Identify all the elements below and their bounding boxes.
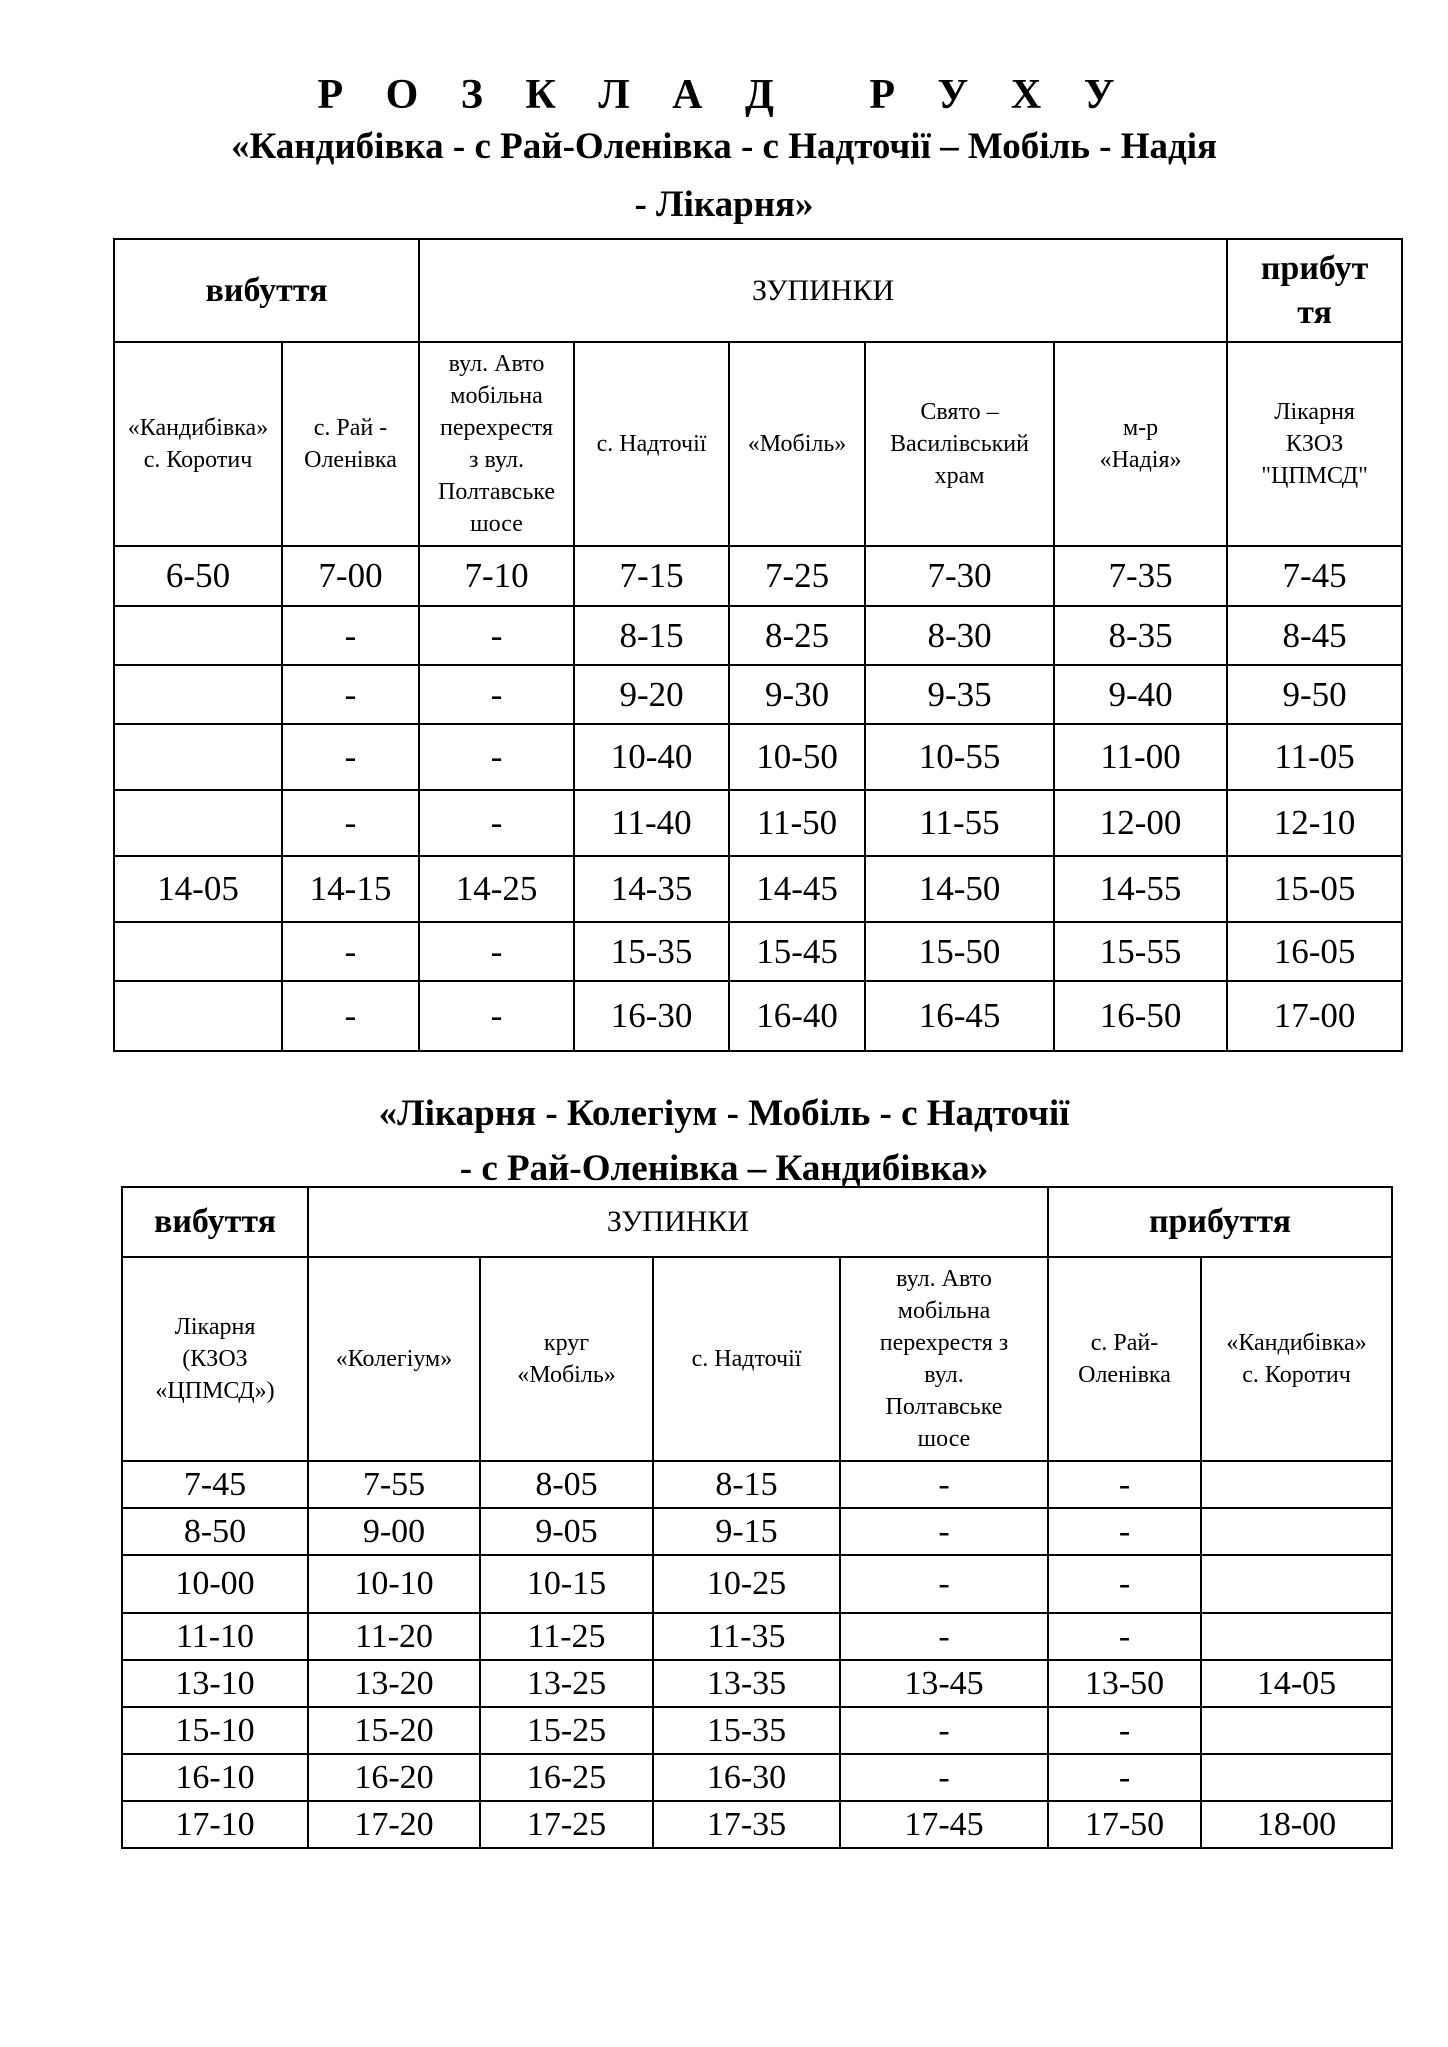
stop-header <box>114 342 282 546</box>
stop-name-line: круг <box>543 1330 590 1356</box>
stop-name-line: з вул. <box>469 447 524 473</box>
stop-name-line: «Колегіум» <box>335 1346 453 1372</box>
time-cell: - <box>419 606 574 665</box>
time-cell: 8-35 <box>1054 606 1227 665</box>
time-cell: 11-50 <box>729 790 865 856</box>
table-row <box>122 1801 1392 1848</box>
time-cell: 10-00 <box>122 1555 308 1613</box>
time-cell: 14-15 <box>282 856 419 922</box>
route2-title-line2: - с Рай-Оленівка – Кандибівка» <box>459 1148 989 1189</box>
stop-header <box>419 342 574 546</box>
route1-schedule-table <box>113 238 1403 1052</box>
stop-name-line: Полтавське <box>438 479 555 505</box>
time-cell: 12-10 <box>1227 790 1402 856</box>
time-cell: 15-20 <box>308 1707 480 1754</box>
time-cell: 11-05 <box>1227 724 1402 790</box>
time-cell: 9-20 <box>574 665 729 724</box>
time-cell: 17-50 <box>1048 1801 1201 1848</box>
time-cell: 14-35 <box>574 856 729 922</box>
table-row <box>122 1508 1392 1555</box>
stop-name-line: Полтавське <box>885 1394 1003 1420</box>
stop-header <box>653 1257 840 1461</box>
stop-name-line: Василівський <box>890 431 1029 457</box>
time-cell: 13-45 <box>840 1660 1048 1707</box>
table-row <box>122 1754 1392 1801</box>
stop-name-line: перехрестя <box>440 415 553 441</box>
stop-name-line: «Мобіль» <box>517 1362 616 1388</box>
time-cell: 9-15 <box>653 1508 840 1555</box>
time-cell: 15-25 <box>480 1707 653 1754</box>
header-row <box>122 1187 1392 1257</box>
stop-name-line: м-р <box>1122 415 1159 441</box>
arrival-header-line: прибут <box>1260 249 1369 287</box>
time-cell: 13-10 <box>122 1660 308 1707</box>
stop-header <box>282 342 419 546</box>
route2-schedule-table <box>121 1186 1393 1849</box>
stop-name-line: шосе <box>917 1426 971 1452</box>
time-cell: - <box>1048 1613 1201 1660</box>
route1-title-line2: - Лікарня» <box>634 184 814 225</box>
stop-name-line: мобільна <box>897 1298 991 1324</box>
arrival-header: прибуття <box>1048 1187 1392 1257</box>
stop-header <box>1227 342 1402 546</box>
time-cell: - <box>840 1613 1048 1660</box>
stop-header <box>1201 1257 1392 1461</box>
stop-name-line: Оленівка <box>304 447 397 473</box>
time-cell: 14-05 <box>1201 1660 1392 1707</box>
time-cell: 9-00 <box>308 1508 480 1555</box>
table-row <box>114 724 1402 790</box>
stop-header <box>122 1257 308 1461</box>
stop-header <box>1048 1257 1201 1461</box>
time-cell: 16-50 <box>1054 981 1227 1051</box>
time-cell: 13-25 <box>480 1660 653 1707</box>
time-cell <box>114 922 282 981</box>
time-cell: 16-30 <box>574 981 729 1051</box>
time-cell: 7-00 <box>282 546 419 606</box>
time-cell: 11-25 <box>480 1613 653 1660</box>
time-cell: 14-45 <box>729 856 865 922</box>
time-cell: 15-35 <box>653 1707 840 1754</box>
time-cell: - <box>840 1555 1048 1613</box>
time-cell <box>1201 1754 1392 1801</box>
arrival-header <box>1227 239 1402 342</box>
time-cell <box>1201 1555 1392 1613</box>
time-cell: 9-40 <box>1054 665 1227 724</box>
stop-name-line: «Надія» <box>1099 447 1182 473</box>
page-title: Р О З К Л А Д Р У Х У <box>317 72 1131 118</box>
time-cell <box>1201 1707 1392 1754</box>
time-cell: 18-00 <box>1201 1801 1392 1848</box>
time-cell: 11-20 <box>308 1613 480 1660</box>
stop-name-line: с. Надточії <box>596 431 707 457</box>
table-row <box>122 1660 1392 1707</box>
time-cell: 7-30 <box>865 546 1054 606</box>
time-cell <box>114 724 282 790</box>
time-cell: 13-50 <box>1048 1660 1201 1707</box>
time-cell <box>1201 1613 1392 1660</box>
time-cell: 11-55 <box>865 790 1054 856</box>
time-cell: - <box>840 1754 1048 1801</box>
stops-row <box>114 342 1402 546</box>
time-cell: 16-25 <box>480 1754 653 1801</box>
time-cell: - <box>419 981 574 1051</box>
stop-name-line: с. Рай- <box>1090 1330 1159 1356</box>
stop-name-line: с. Надточії <box>691 1346 802 1372</box>
table-row <box>114 856 1402 922</box>
header-row <box>114 239 1402 342</box>
stop-header <box>865 342 1054 546</box>
stop-name-line: храм <box>934 463 985 489</box>
stop-name-line: Оленівка <box>1078 1362 1171 1388</box>
time-cell: - <box>1048 1555 1201 1613</box>
table-row <box>114 922 1402 981</box>
time-cell <box>1201 1461 1392 1508</box>
time-cell: - <box>1048 1754 1201 1801</box>
time-cell: - <box>1048 1707 1201 1754</box>
time-cell: 12-00 <box>1054 790 1227 856</box>
stop-header <box>308 1257 480 1461</box>
route1-title-line1: «Кандибівка - с Рай-Оленівка - с Надточії – Мобіль - Надія <box>230 126 1218 167</box>
stops-header: ЗУПИНКИ <box>308 1187 1048 1257</box>
stop-name-line: шосе <box>470 511 523 537</box>
time-cell: - <box>1048 1508 1201 1555</box>
time-cell: 16-30 <box>653 1754 840 1801</box>
table-row <box>122 1707 1392 1754</box>
stop-name-line: перехрестя з <box>879 1330 1009 1356</box>
route2-title-line1: «Лікарня - Колегіум - Мобіль - с Надточії <box>378 1093 1070 1134</box>
stop-name-line: мобільна <box>450 383 543 409</box>
departure-header: вибуття <box>122 1187 308 1257</box>
time-cell: 16-40 <box>729 981 865 1051</box>
table-row <box>122 1555 1392 1613</box>
time-cell: 15-35 <box>574 922 729 981</box>
table-row <box>122 1461 1392 1508</box>
time-cell: 10-50 <box>729 724 865 790</box>
stop-name-line: КЗОЗ <box>1285 431 1344 457</box>
stop-name-line: «Мобіль» <box>747 431 847 457</box>
time-cell: 15-50 <box>865 922 1054 981</box>
time-cell: 16-05 <box>1227 922 1402 981</box>
time-cell: - <box>840 1508 1048 1555</box>
time-cell: 8-05 <box>480 1461 653 1508</box>
time-cell: 10-25 <box>653 1555 840 1613</box>
time-cell <box>114 665 282 724</box>
time-cell: 10-40 <box>574 724 729 790</box>
stop-name-line: вул. <box>924 1362 964 1388</box>
time-cell: - <box>840 1707 1048 1754</box>
time-cell: 14-55 <box>1054 856 1227 922</box>
time-cell: 15-45 <box>729 922 865 981</box>
time-cell: 10-55 <box>865 724 1054 790</box>
time-cell: 8-50 <box>122 1508 308 1555</box>
time-cell: 11-35 <box>653 1613 840 1660</box>
time-cell: 7-35 <box>1054 546 1227 606</box>
stop-name-line: "ЦПМСД" <box>1261 463 1368 489</box>
time-cell: 8-15 <box>653 1461 840 1508</box>
time-cell: 16-10 <box>122 1754 308 1801</box>
time-cell: 7-45 <box>1227 546 1402 606</box>
stop-name-line: «Кандибівка» <box>1226 1330 1367 1356</box>
time-cell: 7-45 <box>122 1461 308 1508</box>
time-cell: 9-30 <box>729 665 865 724</box>
time-cell: 9-50 <box>1227 665 1402 724</box>
stop-name-line: Свято – <box>920 399 999 425</box>
time-cell: 17-00 <box>1227 981 1402 1051</box>
stop-header <box>574 342 729 546</box>
table-row <box>114 981 1402 1051</box>
time-cell: - <box>282 922 419 981</box>
time-cell: - <box>282 724 419 790</box>
time-cell: 8-45 <box>1227 606 1402 665</box>
time-cell: 7-10 <box>419 546 574 606</box>
time-cell: - <box>282 665 419 724</box>
stop-name-line: с. Коротич <box>143 447 253 473</box>
time-cell: 10-15 <box>480 1555 653 1613</box>
time-cell: - <box>1048 1461 1201 1508</box>
time-cell: 7-55 <box>308 1461 480 1508</box>
time-cell: 9-05 <box>480 1508 653 1555</box>
time-cell <box>114 981 282 1051</box>
time-cell: 6-50 <box>114 546 282 606</box>
stop-name-line: «Кандибівка» <box>127 415 269 441</box>
time-cell <box>1201 1508 1392 1555</box>
time-cell: 11-40 <box>574 790 729 856</box>
time-cell: 13-20 <box>308 1660 480 1707</box>
time-cell: 15-05 <box>1227 856 1402 922</box>
time-cell: 11-10 <box>122 1613 308 1660</box>
time-cell: 7-25 <box>729 546 865 606</box>
stop-name-line: вул. Авто <box>896 1266 992 1292</box>
time-cell: 13-35 <box>653 1660 840 1707</box>
time-cell: 8-25 <box>729 606 865 665</box>
stops-row <box>122 1257 1392 1461</box>
stop-name-line: Лікарня <box>174 1314 256 1340</box>
time-cell: - <box>419 665 574 724</box>
stop-header <box>840 1257 1048 1461</box>
stops-header: ЗУПИНКИ <box>419 239 1227 342</box>
time-cell: 11-00 <box>1054 724 1227 790</box>
time-cell: 14-05 <box>114 856 282 922</box>
stop-header <box>480 1257 653 1461</box>
time-cell: 16-45 <box>865 981 1054 1051</box>
time-cell <box>114 790 282 856</box>
time-cell: 15-10 <box>122 1707 308 1754</box>
table-row <box>122 1613 1392 1660</box>
stop-name-line: вул. Авто <box>448 351 545 377</box>
stop-header <box>729 342 865 546</box>
time-cell: - <box>419 922 574 981</box>
stop-header <box>1054 342 1227 546</box>
arrival-header-line: тя <box>1297 293 1332 331</box>
departure-header: вибуття <box>114 239 419 342</box>
time-cell: 7-15 <box>574 546 729 606</box>
time-cell: 14-25 <box>419 856 574 922</box>
time-cell: 9-35 <box>865 665 1054 724</box>
time-cell: 17-35 <box>653 1801 840 1848</box>
table-row <box>114 665 1402 724</box>
stop-name-line: «ЦПМСД») <box>155 1378 275 1404</box>
stop-name-line: Лікарня <box>1274 399 1355 425</box>
time-cell: 17-25 <box>480 1801 653 1848</box>
time-cell: - <box>282 981 419 1051</box>
table-row <box>114 606 1402 665</box>
time-cell: - <box>419 724 574 790</box>
time-cell: 17-20 <box>308 1801 480 1848</box>
table-row <box>114 546 1402 606</box>
time-cell: 16-20 <box>308 1754 480 1801</box>
stop-name-line: с. Рай - <box>313 415 388 441</box>
time-cell: 17-10 <box>122 1801 308 1848</box>
time-cell: - <box>282 790 419 856</box>
time-cell: - <box>419 790 574 856</box>
time-cell: - <box>282 606 419 665</box>
time-cell <box>114 606 282 665</box>
time-cell: 17-45 <box>840 1801 1048 1848</box>
time-cell: 14-50 <box>865 856 1054 922</box>
time-cell: 8-30 <box>865 606 1054 665</box>
stop-name-line: (КЗОЗ <box>182 1346 248 1372</box>
time-cell: 15-55 <box>1054 922 1227 981</box>
time-cell: 10-10 <box>308 1555 480 1613</box>
time-cell: - <box>840 1461 1048 1508</box>
table-row <box>114 790 1402 856</box>
time-cell: 8-15 <box>574 606 729 665</box>
stop-name-line: с. Коротич <box>1242 1362 1351 1388</box>
